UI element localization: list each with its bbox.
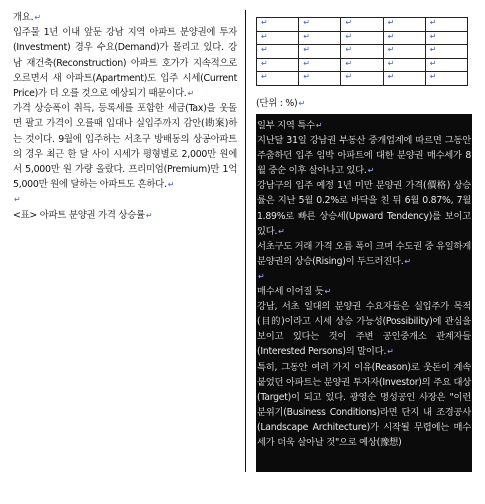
table-cell — [299, 31, 341, 45]
box-paragraph: 지난달 31일 강남권 부동산 중개업계에 따르면 그동안 주춤하던 입주 임박 아파트에 대한 분양권 매수세가 8월 중순 이후 살아나고 있다.↵ — [257, 135, 471, 177]
table-cell — [341, 31, 383, 45]
paragraph-mark-icon: ↵ — [261, 58, 268, 68]
table-cell — [383, 58, 425, 72]
paragraph-mark-icon: ↵ — [387, 31, 395, 41]
table-cell — [383, 31, 425, 45]
paragraph-mark-icon: ↵ — [261, 18, 268, 27]
paragraph-mark-icon: ↵ — [387, 45, 395, 54]
paragraph-mark-icon: ↵ — [145, 210, 153, 220]
table-cell — [257, 58, 299, 72]
box-content — [256, 114, 472, 450]
box-heading: 매수세 이어질 듯↵ — [257, 286, 331, 298]
paragraph: 개요.↵ — [13, 12, 41, 23]
table-caption: <표> 아파트 분양권 가격 상승률↵ — [13, 209, 153, 221]
box-paragraph: 서초구도 거래 가격 오름 폭이 크며 수도권 중 유일하게 분양권의 상승(Rising)이 두드러진다.↵ — [257, 240, 471, 267]
paragraph-mark-icon: ↵ — [261, 45, 268, 54]
paragraph-mark-icon: ↵ — [258, 271, 265, 281]
table-cell — [341, 72, 383, 86]
paragraph-mark-icon: ↵ — [303, 18, 310, 27]
paragraph-mark-icon: ↵ — [404, 256, 411, 266]
paragraph: 가격 상승폭이 취득, 등록세를 포함한 세금(Tax)을 웃돌면 팔고 가격이 오를때 입대나 실입주까지 감안(勘案)하는 것이다. 9월에 입주하는 서초구 방배동의 상공아파트의 경우 최근 한 달 사이 시세가 평형별로 2,000만 원에서 5,000만 원 가량 올랐다. 프리미엄(Premium)만 1억 5,000만 원에 달하는 아파트도 흔하다.↵ — [13, 103, 237, 191]
paragraph-mark-icon: ↵ — [345, 18, 353, 27]
paragraph-mark-icon: ↵ — [429, 18, 437, 27]
highlighted-text-box — [256, 114, 472, 472]
paragraph — [13, 192, 237, 207]
table-cell — [299, 18, 341, 32]
paragraph-mark-icon: ↵ — [387, 58, 395, 68]
table-cell — [425, 72, 467, 86]
paragraph-mark-icon: ↵ — [315, 121, 323, 130]
table-row — [257, 58, 468, 72]
table-cell — [299, 45, 341, 59]
box-paragraph: 강남구의 입주 예정 1년 미만 분양권 가격(價格) 상승률은 지난 5월 0.2%로 바닥을 친 뒤 6월 0.87%, 7월 1.89%로 빠른 상승세(Upward Tendency)를 보이고 있다.↵ — [257, 180, 471, 237]
table-cell — [257, 18, 299, 32]
table-cell — [341, 18, 383, 32]
paragraph-mark-icon: ↵ — [429, 72, 437, 81]
table-cell — [257, 31, 299, 45]
table-cell — [341, 58, 383, 72]
table-cell — [257, 72, 299, 86]
paragraph-mark-icon: ↵ — [303, 58, 310, 68]
paragraph-mark-icon: ↵ — [303, 31, 310, 41]
box-paragraph — [257, 269, 471, 284]
paragraph-mark-icon: ↵ — [345, 58, 353, 68]
paragraph-mark-icon: ↵ — [303, 72, 310, 81]
table-cell — [383, 45, 425, 59]
table-row — [257, 31, 468, 45]
paragraph: 입주물 1년 이내 앞둔 강남 지역 아파트 분양권에 투자(Investment) 경우 수요(Demand)가 몰리고 있다. 강남 재건축(Reconstruction) 아파트 호가가 지속적으로 오르면서 새 아파트(Apartment)도 입주 시세(Current Price)가 더 오를 것으로 예상되기 때문이다.↵ — [13, 27, 237, 100]
unit-label: (단위 : %)↵ — [256, 98, 305, 109]
paragraph-mark-icon: ↵ — [187, 89, 194, 99]
table-cell — [425, 58, 467, 72]
table-row — [257, 45, 468, 59]
paragraph-mark-icon: ↵ — [429, 58, 437, 68]
box-paragraph: 특히, 그동안 여러 가지 이유(Reason)로 웃돈이 계속 붙었던 아파트는 분양권 투자자(Investor)의 주요 대상(Target)이 되고 있다. 광영순 명성공인 사장은 "이런 분위기(Business Conditions)라면 단지 내 조경공사(Landscape Architecture)가 시작될 무렵에는 매수세가 더욱 살아날 것"으로 예상(豫想) — [257, 361, 471, 448]
paragraph-mark-icon: ↵ — [261, 31, 268, 41]
paragraph-mark-icon: ↵ — [387, 347, 394, 357]
column-divider — [245, 10, 246, 472]
paragraph-mark-icon: ↵ — [387, 72, 395, 81]
table-cell — [383, 72, 425, 86]
paragraph-mark-icon: ↵ — [345, 45, 353, 54]
price-table — [256, 17, 468, 86]
paragraph-mark-icon: ↵ — [261, 72, 268, 81]
paragraph-mark-icon: ↵ — [429, 45, 437, 54]
price-table-body — [257, 18, 468, 86]
table-cell — [425, 45, 467, 59]
paragraph-mark-icon: ↵ — [429, 31, 437, 41]
paragraph-mark-icon: ↵ — [303, 45, 310, 54]
box-paragraph: 강남, 서초 일대의 분양권 수요자들은 실입주가 목적(目的)이라고 시세 상승 가능성(Possibility)에 관심을 보이고 있다는 것이 주변 공인중개소 관계자들(Interested Persons)의 말이다.↵ — [257, 301, 471, 358]
paragraph-mark-icon: ↵ — [324, 287, 331, 297]
paragraph-mark-icon: ↵ — [14, 195, 21, 205]
table-cell — [299, 58, 341, 72]
table-cell — [425, 31, 467, 45]
paragraph-mark-icon: ↵ — [387, 18, 395, 27]
paragraph-mark-icon: ↵ — [345, 72, 353, 81]
left-column — [13, 10, 237, 223]
paragraph-mark-icon: ↵ — [278, 226, 285, 236]
table-cell — [383, 18, 425, 32]
paragraph-mark-icon: ↵ — [298, 99, 305, 108]
paragraph-mark-icon: ↵ — [367, 166, 375, 176]
paragraph-mark-icon: ↵ — [345, 31, 353, 41]
table-row — [257, 72, 468, 86]
paragraph-mark-icon: ↵ — [34, 13, 41, 22]
table-cell — [341, 45, 383, 59]
table-cell — [299, 72, 341, 86]
table-cell — [425, 18, 467, 32]
box-heading: 일부 지역 특수↵ — [257, 120, 323, 131]
table-cell — [257, 45, 299, 59]
paragraph-mark-icon: ↵ — [167, 180, 175, 190]
table-row — [257, 18, 468, 32]
